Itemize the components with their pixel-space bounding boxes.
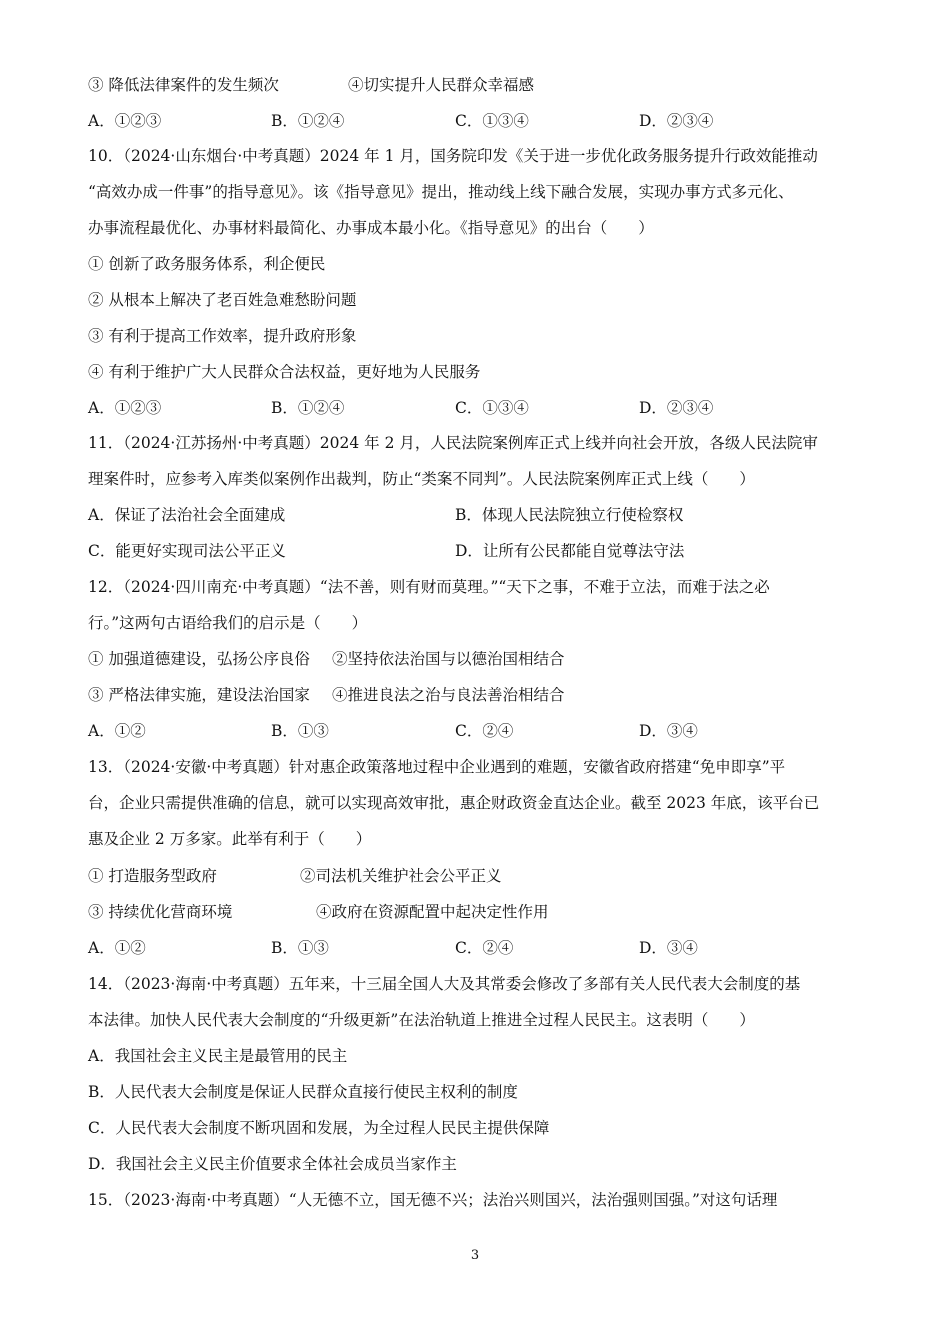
q14-stem-line-1: 14．（2023·海南·中考真题）五年来，十三届全国人大及其常委会修改了多部有关人民代表大会制度的基	[88, 975, 801, 993]
q13-statement-4: ④政府在资源配置中起决定性作用	[316, 903, 549, 921]
q12-stem-line-2: 行。”这两句古语给我们的启示是（ ）	[88, 614, 368, 632]
q10-stem-line-3: 办事流程最优化、办事材料最简化、办事成本最小化。《指导意见》的出台（ ）	[88, 219, 654, 237]
q12-option-c: C．②④	[455, 722, 514, 740]
q10-stem-line-2: “高效办成一件事”的指导意见》。该《指导意见》提出，推动线上线下融合发展，实现办事方式多元化、	[88, 183, 794, 201]
q12-stem-line-1: 12．（2024·四川南充·中考真题）“法不善，则有财而莫理。”“天下之事，不难于立法，而难于法之必	[88, 578, 770, 596]
q11-option-a: A．保证了法治社会全面建成	[88, 506, 286, 524]
q9-option-b: B．①②④	[271, 112, 345, 130]
q12-statement-4: ④推进良法之治与良法善治相结合	[332, 686, 565, 704]
q14-option-d: D．我国社会主义民主价值要求全体社会成员当家作主	[88, 1155, 457, 1173]
q10-option-a: A．①②③	[88, 399, 162, 417]
q13-statement-3: ③ 持续优化营商环境	[88, 903, 233, 921]
q12-option-a: A．①②	[88, 722, 146, 740]
q14-option-c: C．人民代表大会制度不断巩固和发展，为全过程人民民主提供保障	[88, 1119, 550, 1137]
q11-stem-line-1: 11．（2024·江苏扬州·中考真题）2024 年 2 月，人民法院案例库正式上线并向社会开放，各级人民法院审	[88, 434, 818, 452]
q14-option-a: A．我国社会主义民主是最管用的民主	[88, 1047, 348, 1065]
q12-option-d: D．③④	[639, 722, 698, 740]
q12-statement-1: ① 加强道德建设，弘扬公序良俗	[88, 650, 310, 668]
q12-statement-3: ③ 严格法律实施，建设法治国家	[88, 686, 310, 704]
q13-option-d: D．③④	[639, 939, 698, 957]
q13-option-a: A．①②	[88, 939, 146, 957]
q14-option-b: B．人民代表大会制度是保证人民群众直接行使民主权利的制度	[88, 1083, 518, 1101]
q10-statement-1: ① 创新了政务服务体系，利企便民	[88, 255, 326, 273]
q15-stem-line-1: 15．（2023·海南·中考真题）“人无德不立，国无德不兴；法治兴则国兴，法治强则国强。”对这句话理	[88, 1191, 778, 1209]
q11-option-c: C．能更好实现司法公平正义	[88, 542, 286, 560]
q13-stem-line-2: 台，企业只需提供准确的信息，就可以实现高效审批，惠企财政资金直达企业。截至 2023 年底，该平台已	[88, 794, 820, 812]
q13-option-b: B．①③	[271, 939, 329, 957]
q10-stem-line-1: 10．（2024·山东烟台·中考真题）2024 年 1 月，国务院印发《关于进一步优化政务服务提升行政效能推动	[88, 147, 818, 165]
q9-statement-3: ③ 降低法律案件的发生频次	[88, 76, 279, 94]
q12-statement-2: ②坚持依法治国与以德治国相结合	[332, 650, 565, 668]
q10-option-c: C．①③④	[455, 399, 529, 417]
q14-stem-line-2: 本法律。加快人民代表大会制度的“升级更新”在法治轨道上推进全过程人民民主。这表明（ ）	[88, 1011, 755, 1029]
q9-option-c: C．①③④	[455, 112, 529, 130]
page-number: 3	[470, 1248, 480, 1263]
q10-statement-4: ④ 有利于维护广大人民群众合法权益，更好地为人民服务	[88, 363, 481, 381]
q13-stem-line-1: 13．（2024·安徽·中考真题）针对惠企政策落地过程中企业遇到的难题，安徽省政府搭建“免申即享”平	[88, 758, 786, 776]
q11-stem-line-2: 理案件时，应参考入库类似案例作出裁判，防止“类案不同判”。人民法院案例库正式上线（ ）	[88, 470, 755, 488]
q9-statement-4: ④切实提升人民群众幸福感	[348, 76, 535, 94]
q10-statement-3: ③ 有利于提高工作效率，提升政府形象	[88, 327, 357, 345]
q11-option-d: D．让所有公民都能自觉尊法守法	[455, 542, 685, 560]
q13-statement-1: ① 打造服务型政府	[88, 867, 217, 885]
q13-statement-2: ②司法机关维护社会公平正义	[300, 867, 502, 885]
q13-option-c: C．②④	[455, 939, 514, 957]
q9-option-d: D．②③④	[639, 112, 714, 130]
q10-statement-2: ② 从根本上解决了老百姓急难愁盼问题	[88, 291, 357, 309]
q10-option-b: B．①②④	[271, 399, 345, 417]
q12-option-b: B．①③	[271, 722, 329, 740]
q9-option-a: A．①②③	[88, 112, 162, 130]
q13-stem-line-3: 惠及企业 2 万多家。此举有利于（ ）	[88, 830, 372, 848]
q10-option-d: D．②③④	[639, 399, 714, 417]
q11-option-b: B．体现人民法院独立行使检察权	[455, 506, 684, 524]
